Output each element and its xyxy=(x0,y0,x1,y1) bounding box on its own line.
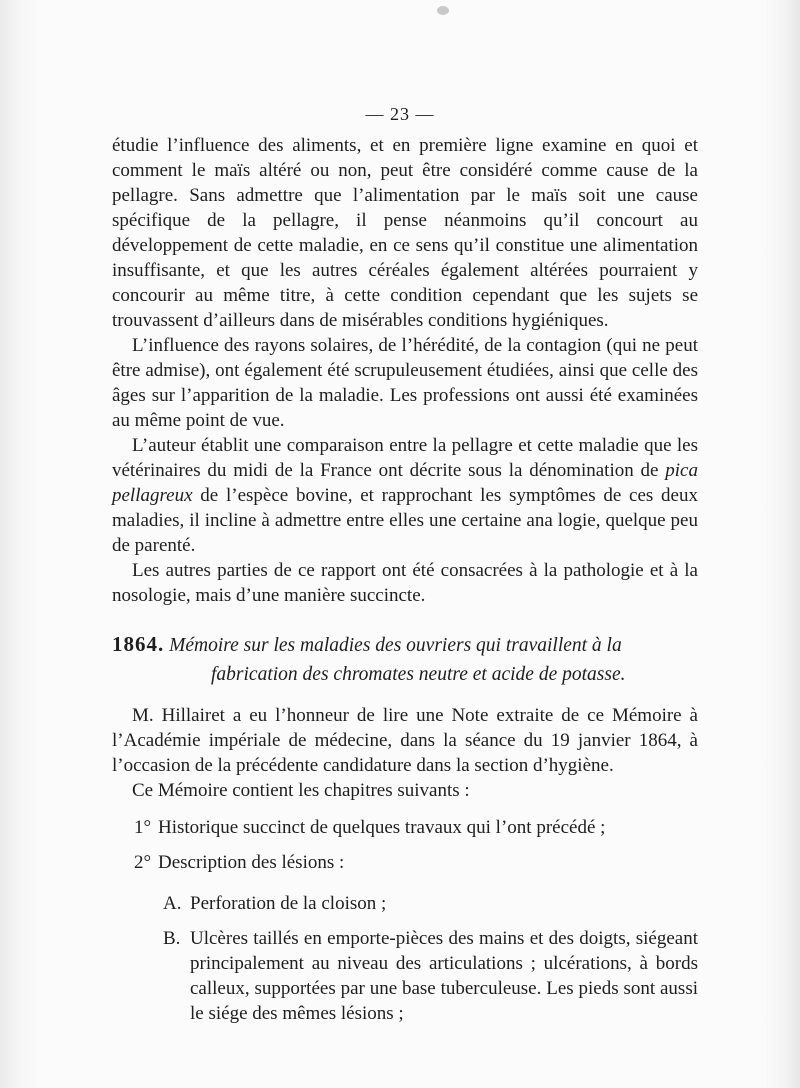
paragraph-comparaison xyxy=(112,433,698,558)
list-text: Ulcères taillés en emporte-pièces des mains et des doigts, siégeant principalement au niveau des articulations ; ulcérations, à bords calleux, supportées par une base tuberculeuse. Les pieds sont aussi le siége des mêmes lésions ; xyxy=(190,928,698,1024)
list-marker: B. xyxy=(163,928,181,949)
ink-spot xyxy=(437,6,449,15)
sub-item-a xyxy=(112,891,698,916)
sub-item-b xyxy=(112,926,698,1026)
list-text: Description des lésions : xyxy=(158,852,345,873)
italic-term: pica pellagreux xyxy=(112,460,698,506)
page-number: — 23 — xyxy=(365,104,435,124)
list-item-1 xyxy=(134,815,698,840)
paragraph-hillairet: M. Hillairet a eu l’honneur de lire une Note extraite de ce Mémoire à l’Académie impériale de médecine, dans la séance du 19 janvier 1864, à l’occasion de la précédente candidature dans la section d’hygiène. xyxy=(112,705,698,776)
paragraph-aliments: étudie l’influence des aliments, et en première ligne examine en quoi et comment le maïs altéré ou non, peut être considéré comme cause de la pellagre. Sans admettre que l’alimentation par le maïs soit une cause spécifique de la pellagre, il pense néanmoins qu’il concourt au développement de cette maladie, en ce sens qu’il constitue une alimentation insuffisante, et que les autres céréales également altérées pourraient y concourir au même titre, à cette condition cependant que les sujets se trouvassent d’ailleurs dans de misérables conditions hygiéniques. xyxy=(112,135,698,331)
list-text: Historique succinct de quelques travaux qui l’ont précédé ; xyxy=(158,817,606,838)
paragraph-text: L’auteur établit une comparaison entre la pellagre et cette maladie que les vétérinaires du midi de la France ont décrite sous la dénomination de xyxy=(112,435,698,481)
paragraph-text: de l’espèce bovine, et rapprochant les symptômes de ces deux maladies, il incline à admettre entre elles une certaine ana logie, quelque peu de parenté. xyxy=(112,485,698,556)
paragraph-autres-parties: Les autres parties de ce rapport ont été consacrées à la pathologie et à la nosologie, mais d’une manière succincte. xyxy=(112,560,698,606)
paragraph-influence: L’influence des rayons solaires, de l’hérédité, de la contagion (qui ne peut être admise), ont également été scrupuleusement étudiées, ainsi que celle des âges sur l’apparition de la maladie. Les professions ont aussi été examinées au même point de vue. xyxy=(112,335,698,431)
list-item-2 xyxy=(134,850,698,875)
list-marker: A. xyxy=(163,893,182,914)
section-title-line2: fabrication des chromates neutre et acide de potasse. xyxy=(211,664,626,685)
section-heading xyxy=(112,630,698,689)
list-text: Perforation de la cloison ; xyxy=(190,893,387,914)
list-marker: 2° xyxy=(134,852,152,873)
section-number: 1864. xyxy=(112,632,165,656)
section-title-line1: Mémoire sur les maladies des ouvriers qui travaillent à la xyxy=(169,635,622,656)
paragraph-chapitres: Ce Mémoire contient les chapitres suivants : xyxy=(132,780,470,801)
list-marker: 1° xyxy=(134,817,152,838)
body-text xyxy=(112,133,698,1026)
